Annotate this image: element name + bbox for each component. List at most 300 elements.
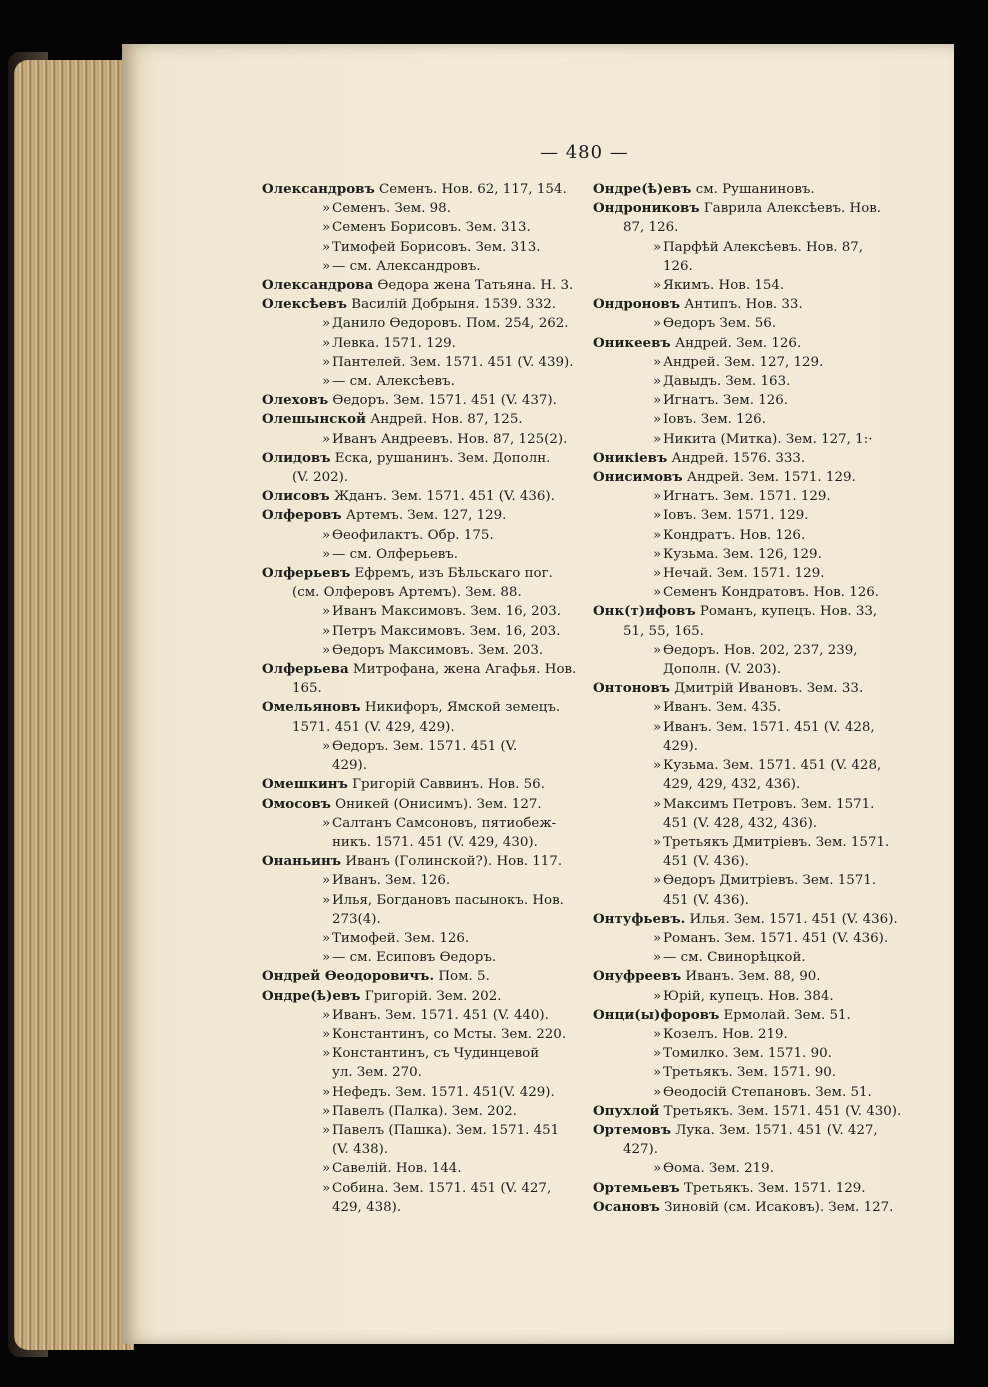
entry-text: Романъ, купецъ. Нов. 33,	[699, 604, 878, 620]
sub-entry-text: Семенъ. Зем. 98.	[332, 201, 451, 217]
entry-surname: Ондрониковъ	[593, 200, 700, 217]
entry-line	[262, 506, 587, 525]
sub-entry	[593, 1025, 928, 1044]
ditto-mark	[292, 238, 332, 257]
sub-entry-text: Андрей. Зем. 127, 129.	[663, 354, 824, 370]
index-entry	[262, 775, 587, 794]
sub-entry-text: — см. Александровъ.	[332, 258, 481, 274]
index-entry	[593, 1179, 928, 1198]
sub-entry-text: Ѳедоръ Зем. 56.	[663, 316, 777, 332]
entry-text: Зиновій (см. Исаковъ). Зем. 127.	[664, 1199, 894, 1215]
index-entry	[262, 987, 587, 1006]
index-entry	[593, 602, 928, 640]
index-entry	[593, 1102, 928, 1121]
index-entry	[262, 410, 587, 429]
sub-entry-text: Максимъ Петровъ. Зем. 1571.	[663, 796, 875, 812]
ditto-mark	[292, 602, 332, 621]
sub-entry-text: Иванъ. Зем. 126.	[332, 873, 451, 889]
sub-entry	[262, 1083, 587, 1102]
entry-text: Ѳедоръ. Зем. 1571. 451 (V. 437).	[332, 393, 557, 409]
entry-line	[593, 295, 928, 314]
sub-entry	[262, 199, 587, 218]
sub-entry-text: Ѳедоръ. Зем. 1571. 451 (V.	[332, 738, 518, 754]
sub-entry-text: Константинъ, со Мсты. Зем. 220.	[332, 1026, 567, 1042]
sub-entry	[262, 622, 587, 641]
ditto-mark	[623, 1025, 663, 1044]
sub-entry	[593, 526, 928, 545]
entry-line	[262, 564, 587, 583]
sub-entry	[593, 238, 928, 276]
sub-entry	[262, 1179, 587, 1217]
entry-line	[593, 199, 928, 218]
sub-entry-text: Ѳеофилактъ. Обр. 175.	[332, 527, 494, 543]
ditto-mark	[623, 948, 663, 967]
sub-entry-text: Собина. Зем. 1571. 451 (V. 427,	[332, 1180, 552, 1196]
entry-surname: Омельяновъ	[262, 699, 361, 716]
ditto-mark	[623, 487, 663, 506]
sub-entry	[262, 257, 587, 276]
entry-line	[262, 698, 587, 717]
entry-surname: Онци(ы)форовъ	[593, 1006, 720, 1023]
entry-surname: Омосовъ	[262, 795, 331, 812]
sub-entry	[262, 641, 587, 660]
ditto-mark	[623, 238, 663, 257]
entry-surname: Олферовъ	[262, 507, 342, 524]
sub-entry-text: Давыдъ. Зем. 163.	[663, 374, 791, 390]
entry-line	[262, 775, 587, 794]
sub-entry-continuation: 126.	[663, 258, 693, 274]
sub-entry-text: Павелъ (Палка). Зем. 202.	[332, 1103, 517, 1119]
entry-line	[262, 276, 587, 295]
entry-text: см. Рушаниновъ.	[695, 182, 815, 197]
sub-entry	[593, 871, 928, 909]
ditto-mark	[292, 545, 332, 564]
entry-continuation: (см. Олферовъ Артемъ). Зем. 88.	[292, 585, 522, 601]
entry-text: Гаврила Алексѣевъ. Нов.	[703, 201, 882, 217]
ditto-mark	[292, 891, 332, 910]
sub-entry	[262, 334, 587, 353]
ditto-mark	[292, 314, 332, 333]
ditto-mark	[292, 641, 332, 660]
ditto-mark	[292, 1121, 332, 1140]
ditto-mark	[292, 257, 332, 276]
sub-entry	[262, 353, 587, 372]
ditto-mark	[292, 948, 332, 967]
entry-text: Никифоръ, Ямской земецъ.	[364, 700, 561, 716]
ditto-mark	[292, 430, 332, 449]
entry-surname: Олексѣевъ	[262, 296, 347, 313]
sub-entry-text: Нечай. Зем. 1571. 129.	[663, 566, 825, 582]
ditto-mark	[623, 1159, 663, 1178]
ditto-mark	[623, 833, 663, 852]
sub-entry-continuation: 273(4).	[332, 911, 381, 927]
ditto-mark	[623, 929, 663, 948]
sub-entry	[262, 737, 587, 775]
sub-entry-text: Томилко. Зем. 1571. 90.	[663, 1046, 832, 1062]
sub-entry-text: Ѳедоръ Дмитріевъ. Зем. 1571.	[663, 873, 877, 889]
entry-surname: Онтоновъ	[593, 680, 671, 697]
entry-surname: Олферьева	[262, 661, 349, 678]
index-entry	[262, 391, 587, 410]
sub-entry-text: Иванъ Андреевъ. Нов. 87, 125(2).	[332, 431, 568, 447]
entry-continuation: (V. 202).	[292, 470, 349, 486]
sub-entry-text: Якимъ. Нов. 154.	[663, 278, 785, 294]
entry-text: Семенъ. Нов. 62, 117, 154.	[379, 182, 567, 197]
entry-text: Лука. Зем. 1571. 451 (V. 427,	[675, 1122, 878, 1138]
sub-entry-text: Иванъ. Зем. 1571. 451 (V. 440).	[332, 1007, 549, 1023]
ditto-mark	[623, 1063, 663, 1082]
entry-surname: Онаньинъ	[262, 853, 342, 870]
ditto-mark	[292, 334, 332, 353]
sub-entry	[593, 1083, 928, 1102]
sub-entry	[262, 1025, 587, 1044]
sub-entry	[262, 1121, 587, 1159]
sub-entry-text: Третьякъ. Зем. 1571. 90.	[663, 1065, 837, 1081]
entry-line	[593, 967, 928, 986]
entry-surname: Ондроновъ	[593, 296, 680, 313]
sub-entry	[262, 948, 587, 967]
sub-entry	[262, 891, 587, 929]
entry-text: Андрей. Нов. 87, 125.	[370, 412, 523, 428]
entry-surname: Онк(т)ифовъ	[593, 603, 696, 620]
ditto-mark	[292, 737, 332, 756]
entry-text: Третьякъ. Зем. 1571. 451 (V. 430).	[663, 1103, 902, 1119]
sub-entry	[262, 1006, 587, 1025]
sub-entry-continuation: 429, 438).	[332, 1199, 402, 1215]
entry-surname: Олешынской	[262, 411, 366, 428]
left-column	[262, 180, 587, 1217]
sub-entry-text: Иванъ Максимовъ. Зем. 16, 203.	[332, 604, 562, 620]
entry-text: Пом. 5.	[438, 969, 490, 985]
index-entry	[593, 334, 928, 353]
sub-entry-continuation: 451 (V. 436).	[663, 854, 749, 870]
sub-entry	[262, 218, 587, 237]
ditto-mark	[292, 1159, 332, 1178]
entry-surname: Ортемьевъ	[593, 1179, 680, 1196]
sub-entry-text: Юрій, купецъ. Нов. 384.	[663, 988, 834, 1004]
index-entry	[262, 506, 587, 525]
entry-continuation: 1571. 451 (V. 429, 429).	[292, 719, 455, 735]
ditto-mark	[623, 641, 663, 660]
index-entry	[262, 295, 587, 314]
ditto-mark	[292, 353, 332, 372]
ditto-mark	[623, 698, 663, 717]
sub-entry	[593, 410, 928, 429]
entry-surname: Опухлой	[593, 1102, 660, 1119]
index-entry	[262, 564, 587, 602]
entry-text: Василій Добрыня. 1539. 332.	[351, 297, 556, 313]
ditto-mark	[292, 199, 332, 218]
entry-text: Митрофана, жена Агафья. Нов.	[352, 662, 577, 678]
ditto-mark	[292, 929, 332, 948]
index-entry	[262, 795, 587, 814]
index-entry	[593, 679, 928, 698]
ditto-mark	[292, 1102, 332, 1121]
sub-entry-continuation: 451 (V. 436).	[663, 892, 749, 908]
entry-line	[593, 449, 928, 468]
sub-entry	[593, 276, 928, 295]
sub-entry-text: — см. Олферьевъ.	[332, 546, 459, 562]
entry-line	[593, 910, 928, 929]
sub-entry	[593, 718, 928, 756]
entry-surname: Осановъ	[593, 1198, 660, 1215]
sub-entry	[262, 602, 587, 621]
sub-entry-text: Ѳеодосій Степановъ. Зем. 51.	[663, 1084, 872, 1100]
book-page-edges	[14, 60, 134, 1350]
sub-entry	[593, 545, 928, 564]
entry-line	[593, 679, 928, 698]
entry-surname: Ондрей Ѳеодоровичъ.	[262, 968, 435, 985]
entry-line	[593, 334, 928, 353]
entry-line	[262, 410, 587, 429]
ditto-mark	[292, 1006, 332, 1025]
ditto-mark	[623, 391, 663, 410]
sub-entry-continuation: ул. Зем. 270.	[332, 1065, 422, 1081]
entry-text: Третьякъ. Зем. 1571. 129.	[683, 1180, 866, 1196]
sub-entry	[593, 929, 928, 948]
sub-entry	[262, 526, 587, 545]
sub-entry	[262, 314, 587, 333]
entry-line	[593, 1198, 928, 1217]
ditto-mark	[623, 430, 663, 449]
sub-entry-continuation: 451 (V. 428, 432, 436).	[663, 815, 818, 831]
ditto-mark	[623, 314, 663, 333]
entry-line	[593, 468, 928, 487]
entry-line	[262, 487, 587, 506]
ditto-mark	[623, 871, 663, 890]
entry-line	[262, 449, 587, 468]
ditto-mark	[292, 1179, 332, 1198]
entry-text: Ѳедора жена Татьяна. Н. 3.	[377, 278, 574, 294]
sub-entry-text: Илья, Богдановъ пасынокъ. Нов.	[332, 892, 564, 908]
ditto-mark	[623, 410, 663, 429]
ditto-mark	[292, 622, 332, 641]
sub-entry-text: Игнатъ. Зем. 1571. 129.	[663, 489, 831, 505]
sub-entry-text: Иванъ. Зем. 1571. 451 (V. 428,	[663, 719, 875, 735]
entry-surname: Ортемовъ	[593, 1121, 671, 1138]
ditto-mark	[623, 545, 663, 564]
index-entry	[262, 449, 587, 487]
ditto-mark	[623, 506, 663, 525]
sub-entry	[593, 948, 928, 967]
ditto-mark	[292, 218, 332, 237]
sub-entry-text: Іовъ. Зем. 1571. 129.	[663, 508, 809, 524]
entry-surname: Онисимовъ	[593, 469, 683, 486]
entry-text: Андрей. 1576. 333.	[671, 450, 806, 466]
sub-entry	[593, 564, 928, 583]
sub-entry-text: — см. Есиповъ Ѳедоръ.	[332, 950, 497, 966]
entry-text: Илья. Зем. 1571. 451 (V. 436).	[689, 911, 898, 927]
sub-entry	[262, 1102, 587, 1121]
ditto-mark	[623, 795, 663, 814]
sub-entry-continuation: Дополн. (V. 203).	[663, 662, 781, 678]
entry-surname: Олександровъ	[262, 181, 375, 197]
sub-entry	[262, 871, 587, 890]
sub-entry	[262, 545, 587, 564]
sub-entry-text: Парфѣй Алексѣевъ. Нов. 87,	[663, 239, 864, 255]
entry-surname: Онуфреевъ	[593, 968, 682, 985]
entry-line	[593, 1179, 928, 1198]
index-entry	[262, 698, 587, 736]
entry-surname: Омешкинъ	[262, 776, 348, 793]
entry-surname: Онтуфьевъ.	[593, 910, 686, 927]
index-entry	[593, 967, 928, 986]
sub-entry-text: Семенъ Борисовъ. Зем. 313.	[332, 220, 531, 236]
sub-entry-continuation: 429, 429, 432, 436).	[663, 777, 801, 793]
sub-entry-text: Ѳедоръ Максимовъ. Зем. 203.	[332, 642, 544, 658]
entry-continuation: 427).	[623, 1142, 659, 1158]
sub-entry-text: Иванъ. Зем. 435.	[663, 700, 782, 716]
ditto-mark	[623, 1083, 663, 1102]
entry-surname: Олександрова	[262, 277, 374, 294]
sub-entry	[593, 506, 928, 525]
sub-entry-text: Петръ Максимовъ. Зем. 16, 203.	[332, 623, 561, 639]
index-entry	[262, 487, 587, 506]
sub-entry-text: Савелій. Нов. 144.	[332, 1161, 462, 1177]
sub-entry-text: Левка. 1571. 129.	[332, 335, 456, 351]
entry-text: Дмитрій Ивановъ. Зем. 33.	[674, 681, 864, 697]
entry-text: Ефремъ, изъ Бѣльскаго пог.	[354, 566, 553, 582]
entry-continuation: 87, 126.	[623, 220, 679, 236]
entry-line	[262, 180, 587, 199]
index-entry	[593, 449, 928, 468]
index-entry	[593, 1121, 928, 1159]
ditto-mark	[623, 1044, 663, 1063]
entry-continuation: 165.	[292, 681, 322, 697]
sub-entry-text: Третьякъ Дмитріевъ. Зем. 1571.	[663, 834, 890, 850]
sub-entry	[593, 391, 928, 410]
sub-entry	[593, 795, 928, 833]
ditto-mark	[623, 526, 663, 545]
ditto-mark	[623, 372, 663, 391]
index-entry	[593, 468, 928, 487]
ditto-mark	[292, 1044, 332, 1063]
sub-entry-text: Романъ. Зем. 1571. 451 (V. 436).	[663, 930, 889, 946]
sub-entry	[262, 372, 587, 391]
entry-line	[593, 1006, 928, 1025]
ditto-mark	[623, 564, 663, 583]
entry-text: Оникей (Онисимъ). Зем. 127.	[335, 796, 542, 812]
sub-entry-text: Павелъ (Пашка). Зем. 1571. 451	[332, 1122, 560, 1138]
index-entry	[262, 852, 587, 871]
sub-entry	[593, 583, 928, 602]
sub-entry-text: Семенъ Кондратовъ. Нов. 126.	[663, 585, 880, 601]
sub-entry-text: Ѳедоръ. Нов. 202, 237, 239,	[663, 642, 858, 658]
sub-entry-text: Кондратъ. Нов. 126.	[663, 527, 806, 543]
sub-entry-text: Константинъ, съ Чудинцевой	[332, 1046, 540, 1062]
ditto-mark	[292, 1083, 332, 1102]
entry-text: Антипъ. Нов. 33.	[684, 297, 803, 313]
index-entry	[593, 1198, 928, 1217]
entry-text: Андрей. Зем. 1571. 129.	[686, 470, 856, 486]
sub-entry-text: Тимофей Борисовъ. Зем. 313.	[332, 239, 541, 255]
entry-text: Григорій Саввинъ. Нов. 56.	[352, 777, 545, 793]
sub-entry	[593, 430, 928, 449]
ditto-mark	[623, 276, 663, 295]
sub-entry-text: Пантелей. Зем. 1571. 451 (V. 439).	[332, 354, 574, 370]
entry-text: Андрей. Зем. 126.	[674, 335, 802, 351]
sub-entry-text: Ѳома. Зем. 219.	[663, 1161, 774, 1177]
sub-entry	[593, 641, 928, 679]
entry-line	[262, 967, 587, 986]
ditto-mark	[292, 871, 332, 890]
sub-entry-text: Нефедъ. Зем. 1571. 451(V. 429).	[332, 1084, 555, 1100]
entry-line	[593, 1102, 928, 1121]
entry-surname: Оникеевъ	[593, 334, 671, 351]
entry-line	[593, 602, 928, 621]
ditto-mark	[292, 372, 332, 391]
sub-entry-text: Салтанъ Самсоновъ, пятиобеж-	[332, 815, 557, 831]
ditto-mark	[292, 1025, 332, 1044]
sub-entry	[262, 1044, 587, 1082]
index-entry	[262, 967, 587, 986]
index-entry	[262, 180, 587, 199]
ditto-mark	[623, 583, 663, 602]
entry-line	[593, 1121, 928, 1140]
ditto-mark	[292, 814, 332, 833]
sub-entry-text: — см. Алексѣевъ.	[332, 374, 455, 390]
page-number: — 480 —	[540, 142, 629, 163]
sub-entry-text: Данило Ѳедоровъ. Пом. 254, 262.	[332, 316, 569, 332]
sub-entry	[593, 987, 928, 1006]
sub-entry-text: Кузьма. Зем. 126, 129.	[663, 546, 822, 562]
entry-line	[262, 987, 587, 1006]
index-entry	[262, 660, 587, 698]
entry-line	[262, 852, 587, 871]
index-entry	[593, 910, 928, 929]
sub-entry	[593, 1159, 928, 1178]
index-entry	[593, 199, 928, 237]
entry-text: Григорій. Зем. 202.	[364, 988, 502, 1004]
entry-text: Иванъ (Голинской?). Нов. 117.	[345, 854, 563, 870]
entry-text: Ермолай. Зем. 51.	[723, 1007, 851, 1023]
entry-surname: Оникіевъ	[593, 449, 668, 466]
ditto-mark	[623, 756, 663, 775]
entry-line	[262, 391, 587, 410]
sub-entry-continuation: (V. 438).	[332, 1142, 389, 1158]
index-entry	[593, 180, 928, 199]
index-entry	[593, 295, 928, 314]
ditto-mark	[292, 526, 332, 545]
sub-entry	[593, 487, 928, 506]
sub-entry-continuation: 429).	[663, 738, 699, 754]
entry-line	[593, 180, 928, 199]
sub-entry	[593, 1063, 928, 1082]
sub-entry	[262, 238, 587, 257]
ditto-mark	[623, 987, 663, 1006]
entry-surname: Олферьевъ	[262, 565, 351, 582]
entry-surname: Олидовъ	[262, 449, 331, 466]
sub-entry-text: — см. Свинорѣцкой.	[663, 950, 806, 966]
ditto-mark	[623, 718, 663, 737]
entry-text: Еска, рушанинъ. Зем. Дополн.	[334, 450, 551, 466]
entry-text: Иванъ. Зем. 88, 90.	[685, 969, 821, 985]
sub-entry-text: Тимофей. Зем. 126.	[332, 930, 470, 946]
sub-entry	[593, 756, 928, 794]
sub-entry	[593, 353, 928, 372]
sub-entry	[593, 833, 928, 871]
sub-entry	[593, 314, 928, 333]
entry-line	[262, 295, 587, 314]
entry-surname: Ондре(ѣ)евъ	[262, 987, 361, 1004]
right-column	[593, 180, 928, 1217]
entry-surname: Ондре(ѣ)евъ	[593, 181, 692, 197]
sub-entry-text: Игнатъ. Зем. 126.	[663, 393, 789, 409]
sub-entry	[262, 929, 587, 948]
entry-continuation: 51, 55, 165.	[623, 623, 704, 639]
sub-entry	[593, 372, 928, 391]
sub-entry	[262, 1159, 587, 1178]
